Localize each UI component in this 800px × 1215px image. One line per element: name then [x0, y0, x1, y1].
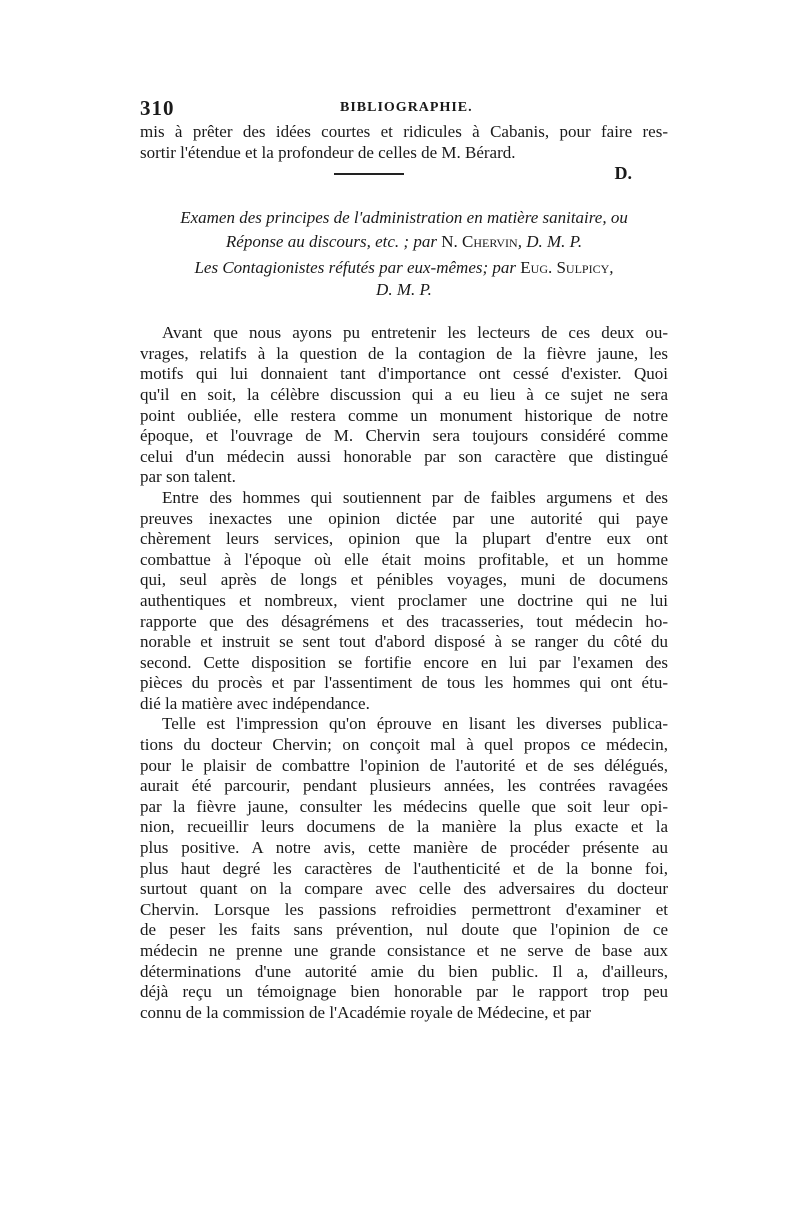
text-line: déterminations d'une autorité amie du bien public. Il a, d'ailleurs,	[140, 961, 668, 981]
text-line: par la fièvre jaune, consulter les médecins quelle que soit leur opi-	[140, 796, 668, 816]
body-text	[140, 323, 668, 1023]
book-page	[140, 96, 668, 1023]
text-line: second. Cette disposition se fortifie encore en lui par l'examen des	[140, 652, 668, 672]
signature-row	[140, 163, 668, 205]
text-line: Avant que nous ayons pu entretenir les lecteurs de ces deux ou-	[162, 323, 668, 343]
text-line: qu'il en soit, la célèbre discussion qui a eu lieu à ce sujet ne sera	[140, 384, 668, 404]
paragraph	[140, 488, 668, 715]
text-line: déjà reçu un témoignage bien honorable par le rapport trop peu	[140, 982, 668, 1002]
text-line: nion, recueillir leurs documens de la manière la plus exacte et la	[140, 817, 668, 837]
text-line: sortir l'étendue et la profondeur de celles de M. Bérard.	[140, 142, 516, 162]
title-line	[140, 207, 668, 229]
text-line: époque, et l'ouvrage de M. Chervin sera toujours considéré comme	[140, 426, 668, 446]
text-line: Chervin. Lorsque les passions refroidies permettront d'examiner et	[140, 899, 668, 919]
text-line: pièces du procès et par l'assentiment de tous les hommes qui ont étu-	[140, 673, 668, 693]
text-line: surtout quant on la compare avec celle des adversaires du docteur	[140, 879, 668, 899]
text-line: connu de la commission de l'Académie royale de Médecine, et par	[140, 1002, 592, 1022]
section-title: BIBLIOGRAPHIE.	[340, 100, 473, 115]
title-text: par	[409, 232, 442, 252]
author-degree: D. M. P.	[376, 280, 432, 300]
title-text: par	[488, 258, 521, 278]
paragraph	[140, 323, 668, 488]
text-line: combattue à l'époque où elle était moins profitable, et un homme	[140, 549, 668, 569]
text-line: pour le plaisir de combattre l'opinion de l'autorité et de ses délégués,	[140, 755, 668, 775]
author-degree: , D. M. P.	[517, 232, 583, 252]
text-line: celui d'un médecin aussi honorable par son caractère que distingué	[140, 446, 668, 466]
text-line: tions du docteur Chervin; on conçoit mal à quel propos ce médecin,	[140, 735, 668, 755]
text-line: médecin ne prenne une grande consistance et ne serve de base aux	[140, 941, 668, 960]
title-text: , ou	[602, 208, 628, 228]
title-text: , etc. ;	[366, 232, 410, 252]
text-line: authentiques et nombreux, vient proclamer une doctrine qui ne lui	[140, 590, 668, 610]
text-line: point oubliée, elle restera comme un monument historique de notre	[140, 405, 668, 425]
text-line: de peser les faits sans prévention, nul doute que l'opinion de ce	[140, 920, 668, 940]
title-text: Réponse au discours	[225, 232, 367, 252]
spacer	[140, 301, 668, 323]
page-number: 310	[140, 96, 175, 120]
author-name: N. Chervin	[441, 232, 518, 252]
text-line: plus haut degré les caractères de l'authenticité et de la bonne foi,	[140, 858, 668, 878]
title-text: Les Contagionistes réfutés par eux-mêmes;	[194, 258, 489, 278]
carryover-text	[140, 122, 668, 163]
title-line	[140, 257, 668, 279]
text-line: norable et instruit se sent tout d'abord disposé à se ranger du côté du	[140, 632, 668, 652]
separator-rule	[334, 173, 404, 175]
text-line: rapporte que des désagrémens et des tracasseries, tout médecin ho-	[140, 611, 668, 631]
text-line: chèrement leurs services, opinion que la plupart d'entre eux ont	[140, 529, 668, 549]
author-name: Eug. Sulpicy	[520, 258, 610, 278]
text-line: vrages, relatifs à la question de la contagion de la fièvre jaune, les	[140, 343, 668, 363]
text-line: preuves inexactes une opinion dictée par une autorité qui paye	[140, 508, 668, 528]
paragraph	[140, 714, 668, 1023]
author-signature: D.	[614, 163, 632, 184]
text-line: Telle est l'impression qu'on éprouve en lisant les diverses publica-	[162, 714, 668, 734]
text-line: aurait été parcourir, pendant plusieurs années, les contrées ravagées	[140, 776, 668, 796]
text-line: mis à prêter des idées courtes et ridicules à Cabanis, pour faire res-	[140, 122, 668, 141]
running-head	[140, 96, 668, 122]
title-line	[140, 231, 668, 253]
title-text: ,	[609, 258, 614, 278]
text-line: motifs qui lui donnaient tant d'importance ont cessé d'exister. Quoi	[140, 364, 668, 384]
text-line: par son talent.	[140, 467, 236, 487]
title-text: Examen des principes de l'administration en matière sanitaire	[180, 208, 603, 228]
text-line: dié la matière avec indépendance.	[140, 693, 370, 713]
text-line: plus positive. A notre avis, cette manière de procéder présente au	[140, 838, 668, 858]
text-line: qui, seul après de longs et pénibles voyages, muni de documens	[140, 570, 668, 590]
title-line	[140, 279, 668, 301]
text-line: Entre des hommes qui soutiennent par de faibles argumens et des	[162, 487, 668, 507]
review-title	[140, 207, 668, 301]
